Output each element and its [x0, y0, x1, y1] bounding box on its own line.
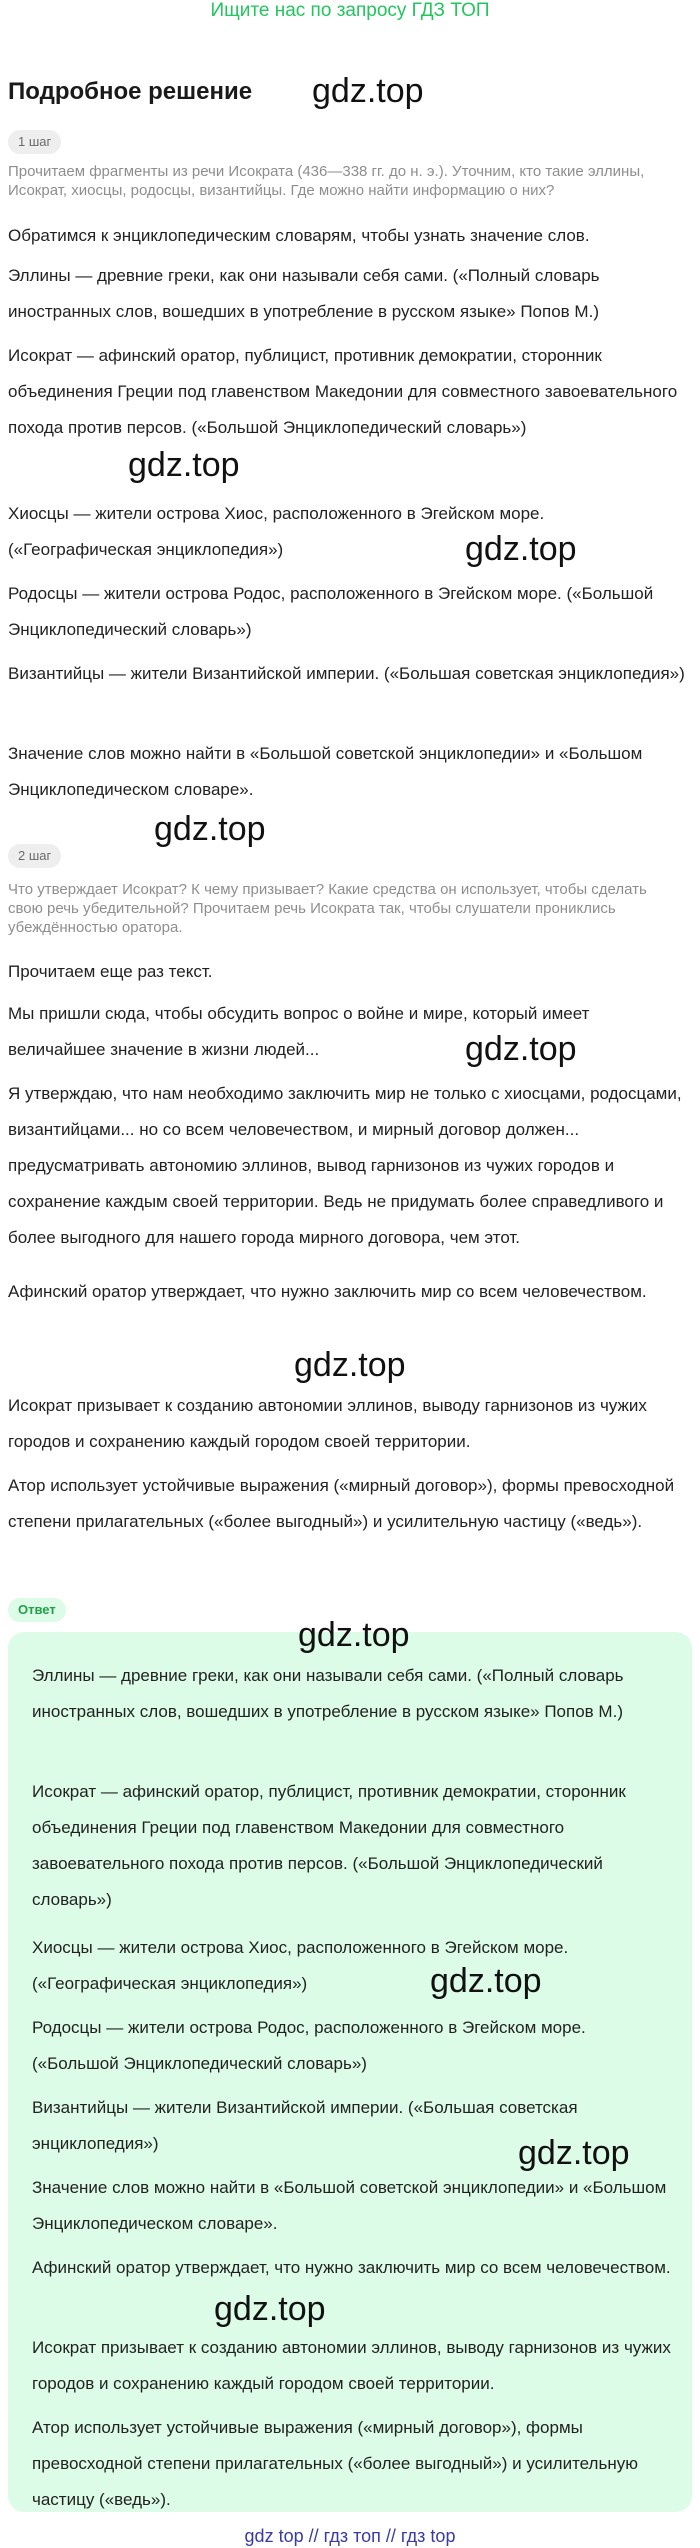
answer-paragraph: Исократ — афинский оратор, публицист, противник демократии, сторонник объединения Греции под главенством Македонии для совместного завоевательного похода против персов. («Большой Энциклопедический словарь»): [32, 1782, 626, 1909]
step-2-paragraph: Мы пришли сюда, чтобы обсудить вопрос о войне и мире, который имеет величайшее значение в жизни людей...: [8, 1004, 590, 1059]
watermark: gdz.top: [154, 810, 266, 848]
watermark: gdz.top: [465, 1030, 577, 1068]
step-1-paragraph: Обратимся к энциклопедическим словарям, чтобы узнать значение слов.: [8, 226, 590, 245]
step-2-paragraph: Атор использует устойчивые выражения («мирный договор»), формы превосходной степени прилагательных («более выгодный») и усилительную частицу («ведь»).: [8, 1476, 675, 1531]
page-title: Подробное решение: [8, 78, 253, 105]
step-1-paragraph: Византийцы — жители Византийской империи. («Большая советская энциклопедия»): [8, 664, 685, 683]
step-2-paragraph: Я утверждаю, что нам необходимо заключить мир не только с хиосцами, родосцами, византийцами... но со всем человечеством, и мирный договор должен... предусматривать автономию эллинов, вывод гарнизонов из чужих городов и сохранение каждым своей территории. Ведь не придумать более справедливого и более выгодного для нашего города мирного договора, чем этот.: [8, 1084, 682, 1247]
step-1-paragraph: Значение слов можно найти в «Большой советской энциклопедии» и «Большом Энциклопедическом словаре».: [8, 744, 643, 799]
watermark: gdz.top: [294, 1346, 406, 1384]
top-banner[interactable]: Ищите нас по запросу ГДЗ ТОП: [210, 0, 490, 21]
watermark: gdz.top: [312, 72, 424, 110]
watermark: gdz.top: [298, 1616, 410, 1654]
answer-paragraph: Исократ призывает к созданию автономии эллинов, выводу гарнизонов из чужих городов и сохранению каждый городом своей территории.: [32, 2338, 671, 2393]
step-1-paragraph: Эллины — древние греки, как они называли себя сами. («Полный словарь иностранных слов, вошедших в употребление в русском языке» Попов М.): [8, 266, 600, 321]
answer-paragraph: Афинский оратор утверждает, что нужно заключить мир со всем человечеством.: [32, 2258, 671, 2277]
watermark: gdz.top: [465, 530, 577, 568]
step-1-paragraph: Исократ — афинский оратор, публицист, противник демократии, сторонник объединения Греции под главенством Македонии для совместного завоевательного похода против персов. («Большой Энциклопедический словарь»): [8, 346, 678, 437]
step-2-prompt: Что утверждает Исократ? К чему призывает? Какие средства он использует, чтобы сделать свою речь убедительной? Прочитаем речь Исократа так, чтобы слушатели прониклись убеждённостью оратора.: [8, 881, 647, 936]
step-2-badge: 2 шаг: [8, 844, 61, 868]
answer-badge: Ответ: [8, 1598, 66, 1622]
step-1-badge: 1 шаг: [8, 130, 61, 154]
step-2-paragraph: Исократ призывает к созданию автономии эллинов, выводу гарнизонов из чужих городов и сохранению каждый городом своей территории.: [8, 1396, 647, 1451]
step-1-paragraph: Родосцы — жители острова Родос, расположенного в Эгейском море. («Большой Энциклопедический словарь»): [8, 584, 654, 639]
watermark: gdz.top: [430, 1962, 542, 2000]
answer-paragraph: Эллины — древние греки, как они называли себя сами. («Полный словарь иностранных слов, вошедших в употребление в русском языке» Попов М.): [32, 1666, 624, 1721]
watermark: gdz.top: [518, 2134, 630, 2172]
watermark: gdz.top: [214, 2290, 326, 2328]
step-2-paragraph: Афинский оратор утверждает, что нужно заключить мир со всем человечеством.: [8, 1282, 647, 1301]
answer-paragraph: Родосцы — жители острова Родос, расположенного в Эгейском море. («Большой Энциклопедический словарь»): [32, 2018, 586, 2073]
answer-paragraph: Атор использует устойчивые выражения («мирный договор»), формы превосходной степени прилагательных («более выгодный») и усилительную частицу («ведь»).: [32, 2418, 638, 2509]
step-1-prompt: Прочитаем фрагменты из речи Исократа (436—338 гг. до н. э.). Уточним, кто такие эллины, Исократ, хиосцы, родосцы, византийцы. Где можно найти информацию о них?: [8, 163, 645, 199]
answer-paragraph: Значение слов можно найти в «Большой советской энциклопедии» и «Большом Энциклопедическом словаре».: [32, 2178, 667, 2233]
answer-paragraph: Хиосцы — жители острова Хиос, расположенного в Эгейском море. («Географическая энциклопедия»): [32, 1938, 569, 1993]
step-1-paragraph: Хиосцы — жители острова Хиос, расположенного в Эгейском море. («Географическая энциклопедия»): [8, 504, 545, 559]
footer-links[interactable]: gdz top // гдз топ // гдз top: [244, 2526, 456, 2546]
step-2-paragraph: Прочитаем еще раз текст.: [8, 962, 213, 981]
watermark: gdz.top: [128, 446, 240, 484]
answer-paragraph: Византийцы — жители Византийской империи. («Большая советская энциклопедия»): [32, 2098, 578, 2153]
